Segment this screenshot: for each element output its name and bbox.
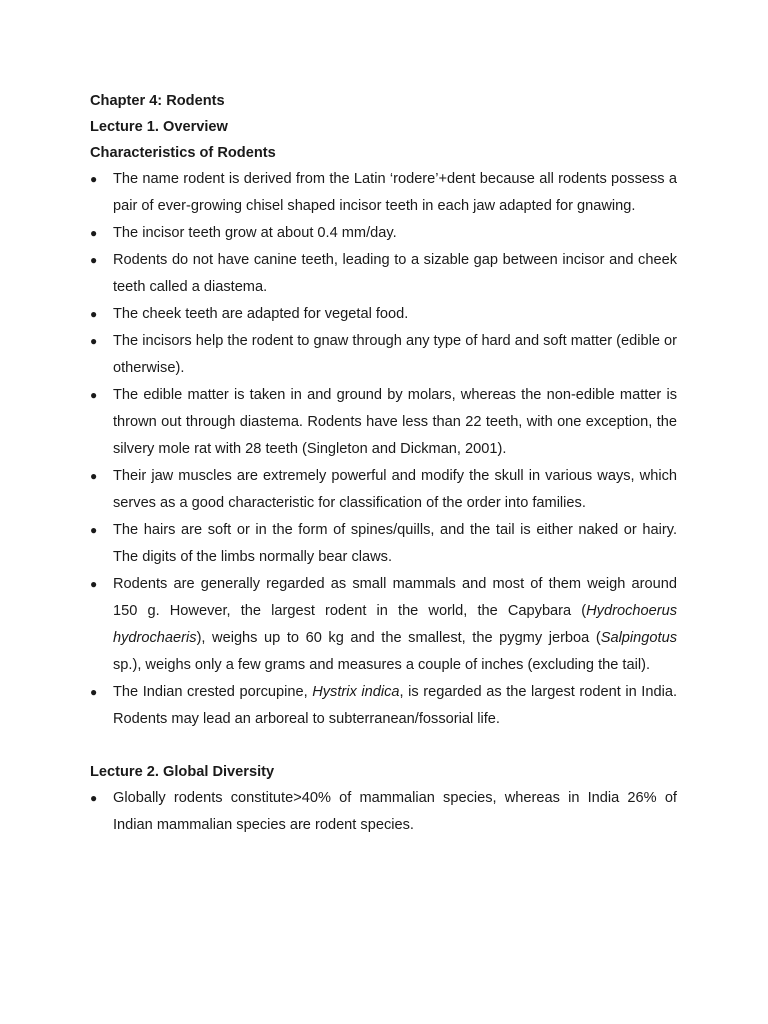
list-item [90,166,677,220]
list-item [90,517,677,571]
item-text: , is regarded as the largest rodent in India. Rodents may lead an arboreal to subterranean/fossorial life. [113,684,678,727]
bullet-icon: ● [90,253,98,267]
item-text: Globally rodents constitute>40% of mammalian species, whereas in India 26% of Indian mammalian species are rodent species. [113,790,677,833]
list-item [90,382,677,463]
bullet-icon: ● [90,523,98,537]
list-item [90,301,677,328]
italic-text: Salpingotus [600,630,677,646]
chapter-title: Chapter 4: Rodents [90,93,225,109]
list-item [90,463,677,517]
bullet-icon: ● [90,172,98,186]
list-item [90,571,677,679]
bullet-icon: ● [90,577,98,591]
list-item [90,785,677,839]
list-item [90,220,677,247]
bullet-icon: ● [90,469,98,483]
item-text: Rodents are generally regarded as small mammals and most of them weigh around 150 g. However, the largest rodent in the world, the Capybara ( [113,576,677,619]
list-item [90,328,677,382]
document-page [90,88,677,839]
lecture-2-title: Lecture 2. Global Diversity [90,764,275,780]
item-text: ), weighs up to 60 kg and the smallest, the pygmy jerboa ( [196,630,601,646]
item-text: Their jaw muscles are extremely powerful and modify the skull in various ways, which serves as a good characteristic for classification of the order into families. [113,468,677,511]
characteristics-list [90,166,677,733]
item-text: Rodents do not have canine teeth, leading to a sizable gap between incisor and cheek teeth called a diastema. [113,252,677,295]
item-text: The incisors help the rodent to gnaw through any type of hard and soft matter (edible or otherwise). [113,333,677,376]
bullet-icon: ● [90,791,98,805]
section-gap [90,733,677,759]
item-text: sp.), weighs only a few grams and measures a couple of inches (excluding the tail). [113,657,650,673]
item-text: The Indian crested porcupine, [113,684,313,700]
list-item [90,679,677,733]
item-text: The hairs are soft or in the form of spines/quills, and the tail is either naked or hairy. The digits of the limbs normally bear claws. [113,522,677,565]
list-item [90,247,677,301]
section-subtitle: Characteristics of Rodents [90,145,276,161]
italic-text: Hydrochoerus hydrochaeris [113,603,677,646]
bullet-icon: ● [90,226,98,240]
diversity-list [90,785,677,839]
item-text: The edible matter is taken in and ground by molars, whereas the non-edible matter is thrown out through diastema. Rodents have less than 22 teeth, with one exception, the silvery mole rat with 28 teeth (Singleton and Dickman, 2001). [113,387,677,457]
lecture-1-title: Lecture 1. Overview [90,119,228,135]
bullet-icon: ● [90,334,98,348]
item-text: The cheek teeth are adapted for vegetal food. [113,306,409,322]
item-text: The name rodent is derived from the Latin ‘rodere’+dent because all rodents possess a pair of ever-growing chisel shaped incisor teeth in each jaw adapted for gnawing. [113,171,677,214]
bullet-icon: ● [90,685,98,699]
italic-text: Hystrix indica [312,684,400,700]
item-text: The incisor teeth grow at about 0.4 mm/day. [113,225,397,241]
bullet-icon: ● [90,388,98,402]
bullet-icon: ● [90,307,98,321]
